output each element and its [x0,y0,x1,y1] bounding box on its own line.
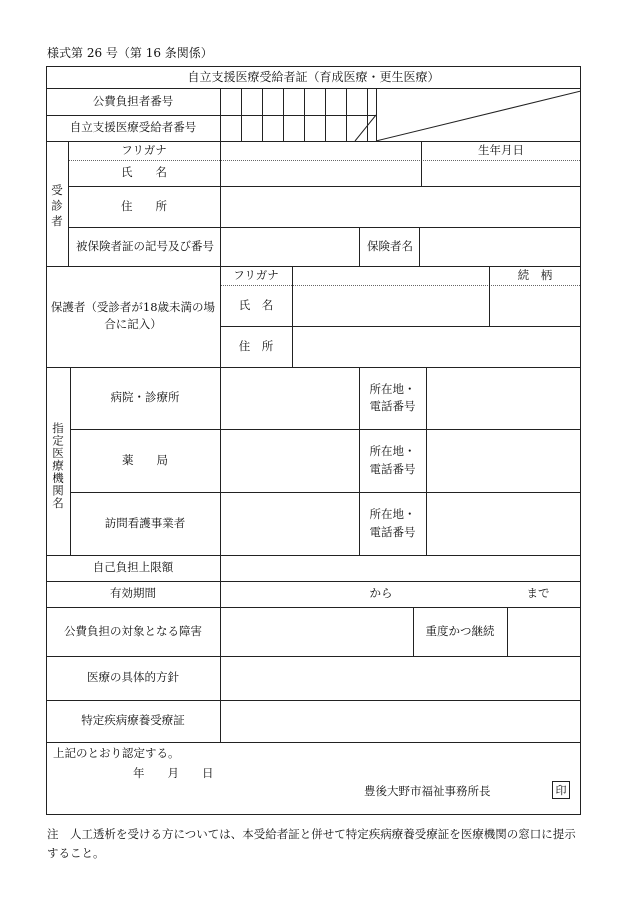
certification-statement: 上記のとおり認定する。 [53,746,180,760]
form-title: 自立支援医療受給者証（育成医療・更生医療） [187,70,440,84]
severe-continuous-label: 重度かつ継続 [425,623,495,638]
patient-group-label: 受診者 [50,183,64,231]
treatment-policy-label: 医療の具体的方針 [87,670,179,685]
guardian-label: 保護者（受診者が18歳未満の場合に記入） [50,299,216,331]
patient-address-label: 住 所 [121,198,167,213]
payer-number-label: 公費負担者番号 [92,93,174,108]
validity-to: まで [526,586,550,601]
specific-disease-label: 特定疾病療養受療証 [81,713,185,728]
validity-from: から [369,586,393,601]
form-number: 様式第 26 号（第 16 条関係） [47,46,213,60]
birthdate-label: 生年月日 [478,142,524,157]
guardian-address-label: 住 所 [238,338,274,353]
hospital-location-label: 所在地・ 電話番号 [369,381,416,413]
guardian-name-label: 氏 名 [238,297,274,312]
guardian-furigana-label: フリガナ [233,267,279,282]
nursing-label: 訪問看護事業者 [104,515,186,530]
footnote: 注 人工透析を受ける方については、本受給者証と併せて特定疾病療養受療証を医療機関の窓口に提示すること。 [47,827,576,860]
issuer-name: 豊後大野市福祉事務所長 [364,784,491,798]
patient-furigana-label: フリガナ [121,142,167,157]
pharmacy-label: 薬 局 [122,452,168,467]
certificate-form [46,66,581,815]
hospital-label: 病院・診療所 [110,390,180,405]
recipient-number-label: 自立支援医療受給者番号 [69,120,197,135]
nursing-location-label: 所在地・ 電話番号 [369,507,416,539]
insurer-label: 保険者名 [367,238,413,253]
institution-group-label: 指定医療機関名 [51,422,65,510]
pharmacy-location-label: 所在地・ 電話番号 [369,444,416,476]
patient-name-label: 氏 名 [121,165,167,180]
insurance-card-label: 被保険者証の記号及び番号 [76,238,214,253]
disability-label: 公費負担の対象となる障害 [64,623,202,638]
copay-limit-label: 自己負担上限額 [92,560,174,575]
validity-label: 有効期間 [110,586,156,601]
official-seal-mark: 印 [552,781,570,799]
relation-label: 続 柄 [517,267,553,282]
certification-date: 年 月 日 [133,766,214,780]
